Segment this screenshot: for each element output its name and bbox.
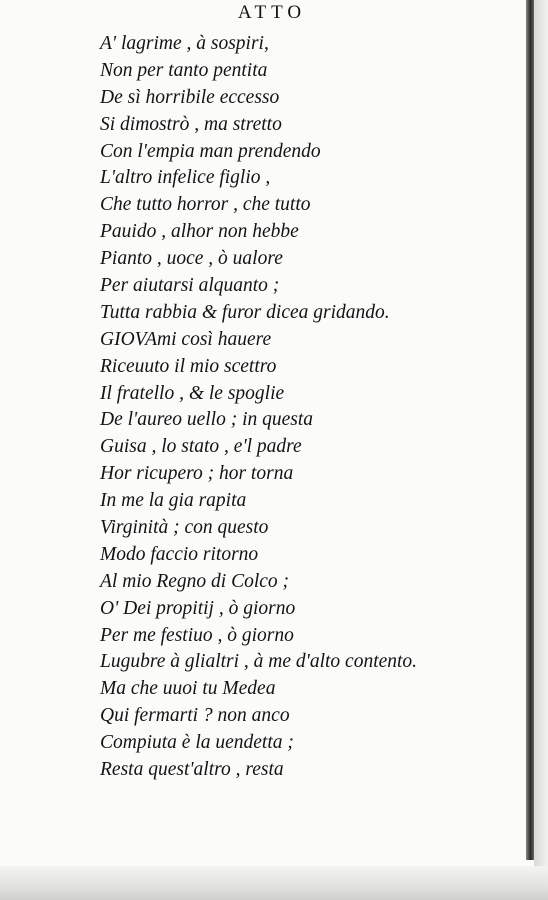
verse-line: Si dimostrò , ma stretto — [100, 113, 282, 135]
verse-line: Per me festiuo , ò giorno — [100, 624, 294, 646]
verse-line: Al mio Regno di Colco ; — [100, 570, 290, 592]
verse-line: Non per tanto pentita — [100, 59, 268, 81]
verse-line: GIOVAmi così hauere — [100, 328, 272, 350]
binding-shadow — [526, 0, 534, 860]
verse-line: Pianto , uoce , ò ualore — [100, 248, 283, 270]
verse-line: In me la gia rapita — [100, 490, 247, 512]
verse-line: A' lagrime , à sospiri, — [100, 33, 269, 54]
verse-text — [100, 31, 417, 784]
verse-line: Lugubre à glialtri , à me d'alto contento. — [100, 651, 418, 673]
verse-line: Guisa , lo stato , e'l padre — [100, 436, 302, 458]
verse-line: Per aiutarsi alquanto ; — [100, 275, 280, 297]
verse-line: De sì horribile eccesso — [100, 86, 280, 108]
verse-line: Con l'empia man prendendo — [100, 140, 321, 162]
page-bottom-shadow — [0, 866, 548, 900]
verse-line: Pauido , alhor non hebbe — [100, 221, 299, 243]
verse-line: L'altro infelice figlio , — [100, 167, 271, 189]
verse-line: Ma che uuoi tu Medea — [100, 678, 276, 700]
verse-line: Modo faccio ritorno — [100, 543, 259, 565]
verse-line: Tutta rabbia & furor dicea gridando. — [100, 301, 390, 323]
verse-line: O' Dei propitij , ò giorno — [100, 597, 296, 619]
verse-line: Qui fermarti ? non anco — [100, 705, 290, 727]
verse-line: Hor ricupero ; hor torna — [100, 463, 294, 485]
verse-line: Compiuta è la uendetta ; — [100, 732, 294, 754]
verse-line: De l'aureo uello ; in questa — [100, 409, 314, 431]
verse-line: Il fratello , & le spoglie — [100, 382, 285, 404]
page-edge — [534, 0, 548, 900]
verse-line: Riceuuto il mio scettro — [100, 355, 277, 377]
verse-line: Virginità ; con questo — [100, 517, 269, 539]
verse-line: Resta quest'altro , resta — [100, 759, 284, 781]
running-header: ATTO — [237, 2, 307, 23]
verse-line: Che tutto horror , che tutto — [100, 194, 311, 216]
